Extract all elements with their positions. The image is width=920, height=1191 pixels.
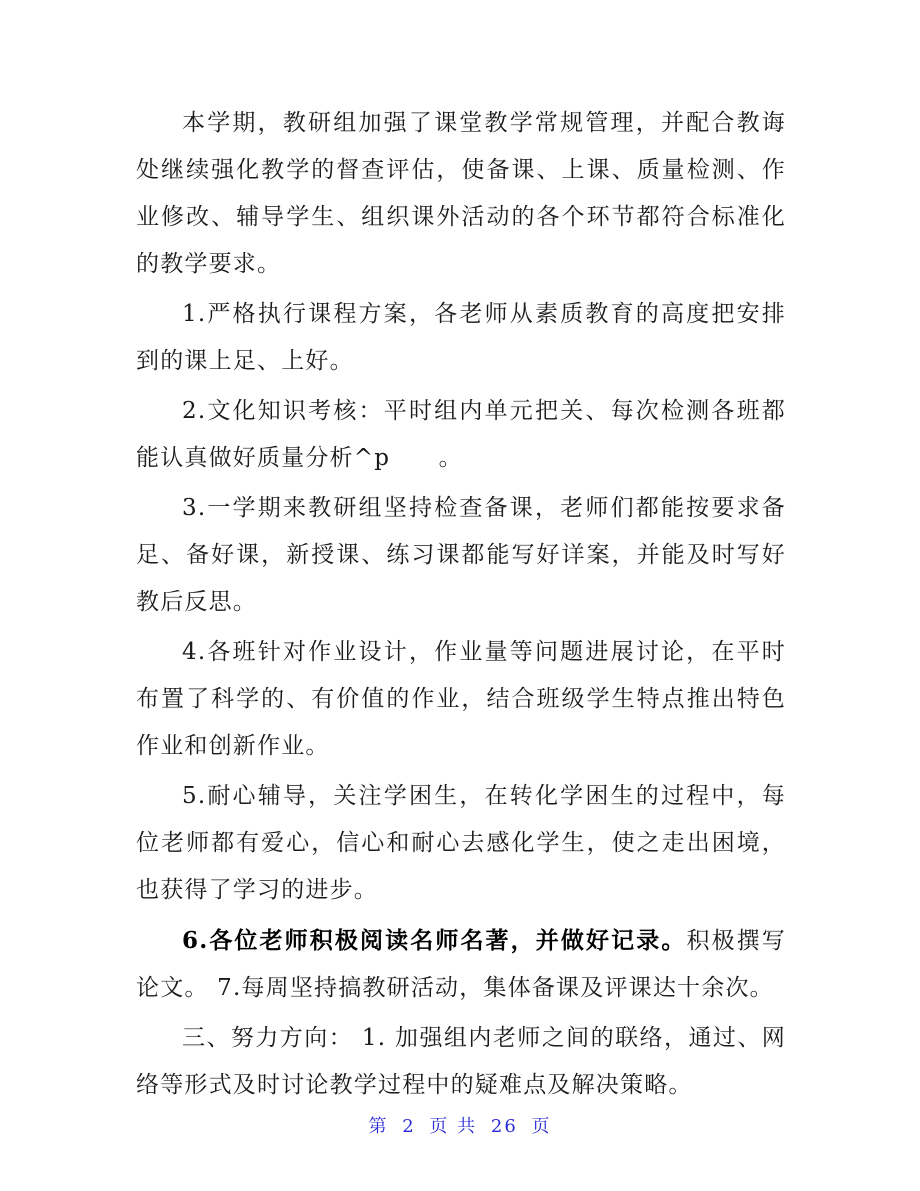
paragraph-item-6-7 [136, 917, 786, 1012]
paragraph-item-2: 2.文化知识考核：平时组内单元把关、每次检测各班都能认真做好质量分析^p 。 [136, 398, 786, 471]
paragraph-direction: 三、努力方向： 1. 加强组内老师之间的联络，通过、网络等形式及时讨论教学过程中的疑难点及解决策略。 [136, 1025, 786, 1098]
paragraph-intro: 本学期，教研组加强了课堂教学常规管理，并配合教诲处继续强化教学的督查评估，使备课、上课、质量检测、作业修改、辅导学生、组织课外活动的各个环节都符合标准化的教学要求。 [136, 110, 786, 277]
page-footer [0, 1112, 920, 1138]
paragraph-item-6-7-text: 积极撰写论文。 7.每周坚持搞教研活动，集体备课及评课达十余次。 [136, 928, 786, 1001]
paragraph-item-5: 5.耐心辅导，关注学困生，在转化学困生的过程中，每位老师都有爱心，信心和耐心去感化学生，使之走出困境，也获得了学习的进步。 [136, 783, 786, 903]
paragraph-item-4: 4.各班针对作业设计，作业量等问题进展讨论，在平时布置了科学的、有价值的作业，结合班级学生特点推出特色作业和创新作业。 [136, 639, 786, 759]
paragraph-item-1: 1.严格执行课程方案，各老师从素质教育的高度把安排到的课上足、上好。 [136, 301, 786, 374]
footer-page-number: 2 [402, 1116, 416, 1137]
bold-sentence: 6.各位老师积极阅读名师名著，并做好记录。 [182, 927, 687, 954]
footer-total-pages: 26 [490, 1116, 518, 1137]
paragraph-item-3: 3.一学期来教研组坚持检查备课，老师们都能按要求备足、备好课，新授课、练习课都能写好详案，并能及时写好教后反思。 [136, 495, 786, 615]
footer-suffix: 页 [531, 1116, 552, 1137]
footer-mid: 页 共 [429, 1116, 478, 1137]
footer-prefix: 第 [368, 1116, 389, 1137]
document-body [136, 100, 786, 1112]
